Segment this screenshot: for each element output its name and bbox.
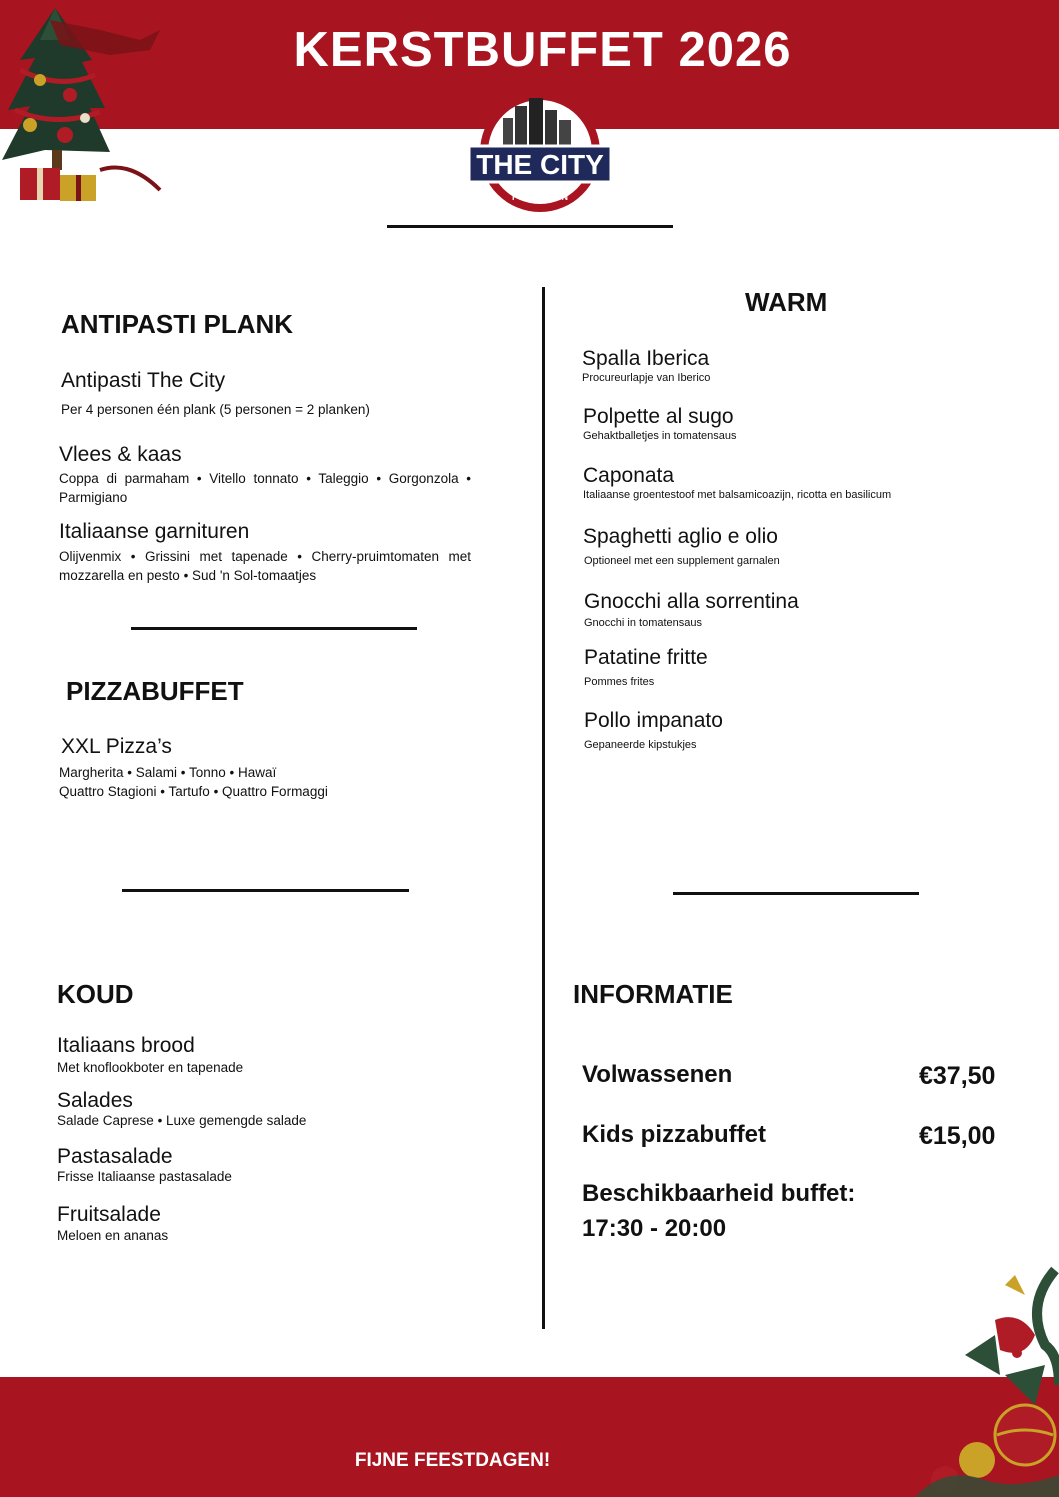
warm-item-name: Spalla Iberica [582,347,710,370]
page-title: KERSTBUFFET 2026 [293,23,792,77]
antipasti-item-name: Italiaanse garnituren [59,520,250,543]
koud-item-name: Fruitsalade [57,1203,161,1226]
warm-item-desc: Pommes frites [584,676,655,688]
christmas-tree-icon [0,0,165,215]
svg-text:FOOD & FUN: FOOD & FUN [512,192,568,202]
koud-item-name: Pastasalade [57,1145,173,1168]
divider-warm [673,892,919,895]
pizza-item-desc: Quattro Stagioni • Tartufo • Quattro Formaggi [59,784,328,799]
antipasti-item-name: Antipasti The City [61,369,226,392]
antipasti-title: ANTIPASTI PLANK [61,309,294,339]
warm-title: WARM [745,287,828,317]
antipasti-item-desc: Olijvenmix • Grissini met tapenade • Cherry-pruimtomaten met mozzarella en pesto • Sud 'n Sol-tomaatjes [59,549,471,583]
koud-item-desc: Frisse Italiaanse pastasalade [57,1169,232,1184]
pizza-item-desc: Margherita • Salami • Tonno • Hawaï [59,765,277,780]
koud-item-name: Salades [57,1089,133,1112]
warm-item-name: Patatine fritte [584,646,708,669]
price-value: €37,50 [919,1062,996,1090]
availability-time: 17:30 - 20:00 [582,1215,727,1242]
the-city-logo [463,88,617,220]
koud-title: KOUD [57,979,134,1009]
warm-item-name: Pollo impanato [584,709,723,732]
antipasti-item-name: Vlees & kaas [59,443,182,466]
divider-pizza [122,889,409,892]
warm-item-name: Gnocchi alla sorrentina [584,590,799,613]
price-label: Kids pizzabuffet [582,1121,766,1148]
antipasti-item-desc: Coppa di parmaham • Vitello tonnato • Taleggio • Gorgonzola • Parmigiano [59,471,471,505]
warm-item-desc: Gnocchi in tomatensaus [584,617,703,629]
koud-item-desc: Met knoflookboter en tapenade [57,1060,244,1075]
price-label: Volwassenen [582,1061,733,1088]
antipasti-item-desc: Per 4 personen één plank (5 personen = 2 planken) [61,402,370,417]
pizza-item-name: XXL Pizza’s [61,735,172,758]
divider-top [387,225,673,228]
info-title: INFORMATIE [573,979,733,1009]
warm-item-desc: Italiaanse groentestoof met balsamicoazijn, ricotta en basilicum [583,489,892,501]
footer-greeting: FIJNE FEESTDAGEN! [354,1450,551,1471]
warm-item-desc: Gepaneerde kipstukjes [584,739,697,751]
warm-item-name: Polpette al sugo [583,405,734,428]
warm-item-desc: Optioneel met een supplement garnalen [584,555,780,567]
availability-label: Beschikbaarheid buffet: [582,1180,856,1207]
divider-antipasti [131,627,417,630]
koud-item-desc: Salade Caprese • Luxe gemengde salade [57,1113,307,1128]
koud-item-desc: Meloen en ananas [57,1228,169,1243]
warm-item-desc: Gehaktballetjes in tomatensaus [583,430,737,442]
price-value: €15,00 [919,1122,996,1150]
christmas-ornament-icon [905,1265,1059,1497]
svg-text:THE CITY: THE CITY [476,149,604,180]
koud-item-name: Italiaans brood [57,1034,195,1057]
warm-item-desc: Procureurlapje van Iberico [582,372,711,384]
column-divider [542,287,545,1329]
pizza-title: PIZZABUFFET [66,676,244,706]
warm-item-name: Spaghetti aglio e olio [583,525,778,548]
footer-band [0,1377,1059,1497]
warm-item-name: Caponata [583,464,675,487]
